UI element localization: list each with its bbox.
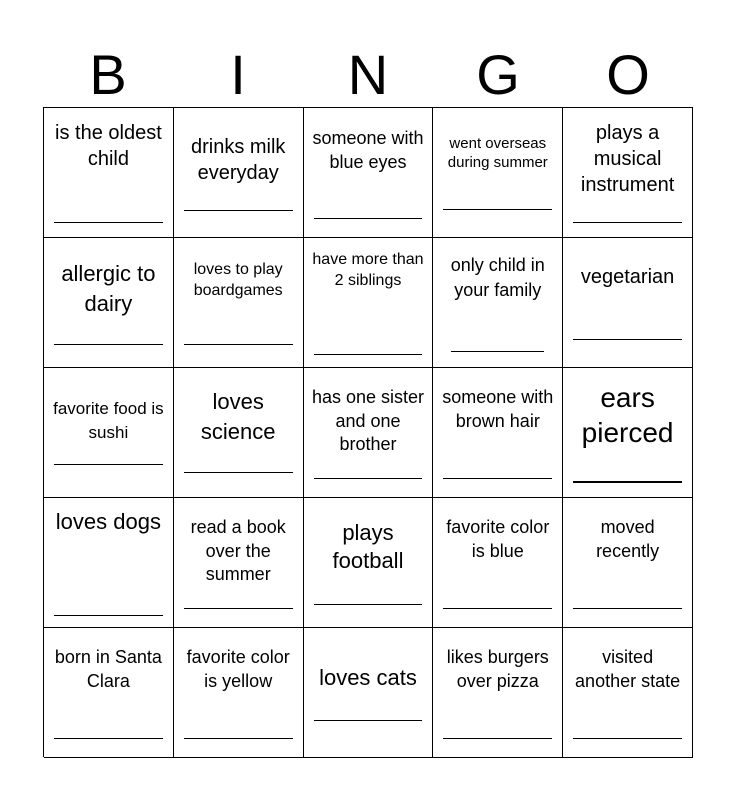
signature-line xyxy=(573,339,682,340)
bingo-cell[interactable] xyxy=(174,368,304,498)
signature-line xyxy=(314,720,423,721)
bingo-cell[interactable] xyxy=(304,238,434,368)
signature-line xyxy=(54,222,163,223)
cell-prompt: loves science xyxy=(200,389,276,444)
bingo-cell[interactable] xyxy=(433,498,563,628)
bingo-cell[interactable] xyxy=(433,108,563,238)
bingo-cell[interactable] xyxy=(44,368,174,498)
cell-prompt: have more than 2 siblings xyxy=(312,251,424,289)
cell-prompt: moved recently xyxy=(596,517,660,561)
cell-prompt: favorite color is yellow xyxy=(186,647,290,691)
signature-line xyxy=(573,608,682,609)
bingo-cell[interactable] xyxy=(304,498,434,628)
bingo-cell[interactable] xyxy=(563,368,693,498)
bingo-cell[interactable] xyxy=(304,108,434,238)
bingo-cell[interactable] xyxy=(44,498,174,628)
cell-prompt: loves dogs xyxy=(55,509,161,534)
signature-line xyxy=(54,615,163,616)
board-row xyxy=(44,108,693,238)
signature-line xyxy=(443,738,552,739)
cell-prompt: loves cats xyxy=(319,665,417,690)
signature-line xyxy=(443,209,552,210)
signature-line xyxy=(573,481,682,483)
signature-line xyxy=(451,351,544,352)
bingo-header xyxy=(43,40,693,110)
header-letter-i: I xyxy=(230,43,246,106)
cell-prompt: only child in your family xyxy=(450,255,545,300)
board-row xyxy=(44,238,693,368)
cell-prompt: plays football xyxy=(332,520,404,573)
bingo-cell[interactable] xyxy=(563,498,693,628)
cell-prompt: has one sister and one brother xyxy=(311,387,425,454)
bingo-cell[interactable] xyxy=(433,628,563,758)
board-row xyxy=(44,368,693,498)
signature-line xyxy=(184,344,293,345)
signature-line xyxy=(184,608,293,609)
signature-line xyxy=(184,738,293,739)
signature-line xyxy=(184,472,293,473)
cell-prompt: drinks milk everyday xyxy=(190,136,286,184)
signature-line xyxy=(54,738,163,739)
bingo-cell[interactable] xyxy=(174,498,304,628)
cell-prompt: ears pierced xyxy=(581,382,674,448)
header-letter-o: O xyxy=(606,43,650,106)
bingo-cell[interactable] xyxy=(433,368,563,498)
cell-prompt: favorite color is blue xyxy=(446,517,550,561)
cell-prompt: someone with blue eyes xyxy=(312,128,424,172)
board-row xyxy=(44,628,693,758)
bingo-cell[interactable] xyxy=(44,628,174,758)
cell-prompt: someone with brown hair xyxy=(442,387,554,431)
bingo-cell[interactable] xyxy=(563,238,693,368)
bingo-cell[interactable] xyxy=(174,628,304,758)
bingo-cell[interactable] xyxy=(44,238,174,368)
signature-line xyxy=(314,354,423,355)
bingo-cell[interactable] xyxy=(304,368,434,498)
board-row xyxy=(44,498,693,628)
cell-prompt: plays a musical instrument xyxy=(580,122,675,196)
cell-prompt: went overseas during summer xyxy=(447,135,548,171)
bingo-cell[interactable] xyxy=(563,108,693,238)
cell-prompt: likes burgers over pizza xyxy=(446,647,549,691)
signature-line xyxy=(573,738,682,739)
cell-prompt: favorite food is sushi xyxy=(53,399,164,442)
bingo-cell[interactable] xyxy=(44,108,174,238)
cell-prompt: allergic to dairy xyxy=(61,261,156,316)
signature-line xyxy=(314,218,423,219)
cell-prompt: visited another state xyxy=(575,647,681,691)
bingo-board xyxy=(43,107,693,757)
header-letter-b: B xyxy=(89,43,127,106)
signature-line xyxy=(184,210,293,211)
bingo-cell[interactable] xyxy=(304,628,434,758)
cell-prompt: born in Santa Clara xyxy=(54,647,162,691)
bingo-cell[interactable] xyxy=(174,238,304,368)
header-letter-g: G xyxy=(476,43,520,106)
bingo-cell[interactable] xyxy=(563,628,693,758)
cell-prompt: is the oldest child xyxy=(55,122,162,170)
cell-prompt: loves to play boardgames xyxy=(193,261,283,299)
signature-line xyxy=(314,478,423,479)
cell-prompt: read a book over the summer xyxy=(190,517,286,584)
signature-line xyxy=(573,222,682,223)
cell-prompt: vegetarian xyxy=(580,266,675,288)
header-letter-n: N xyxy=(347,43,389,106)
signature-line xyxy=(54,464,163,465)
bingo-cell[interactable] xyxy=(433,238,563,368)
signature-line xyxy=(443,608,552,609)
bingo-cell[interactable] xyxy=(174,108,304,238)
signature-line xyxy=(54,344,163,345)
signature-line xyxy=(314,604,423,605)
signature-line xyxy=(443,478,552,479)
